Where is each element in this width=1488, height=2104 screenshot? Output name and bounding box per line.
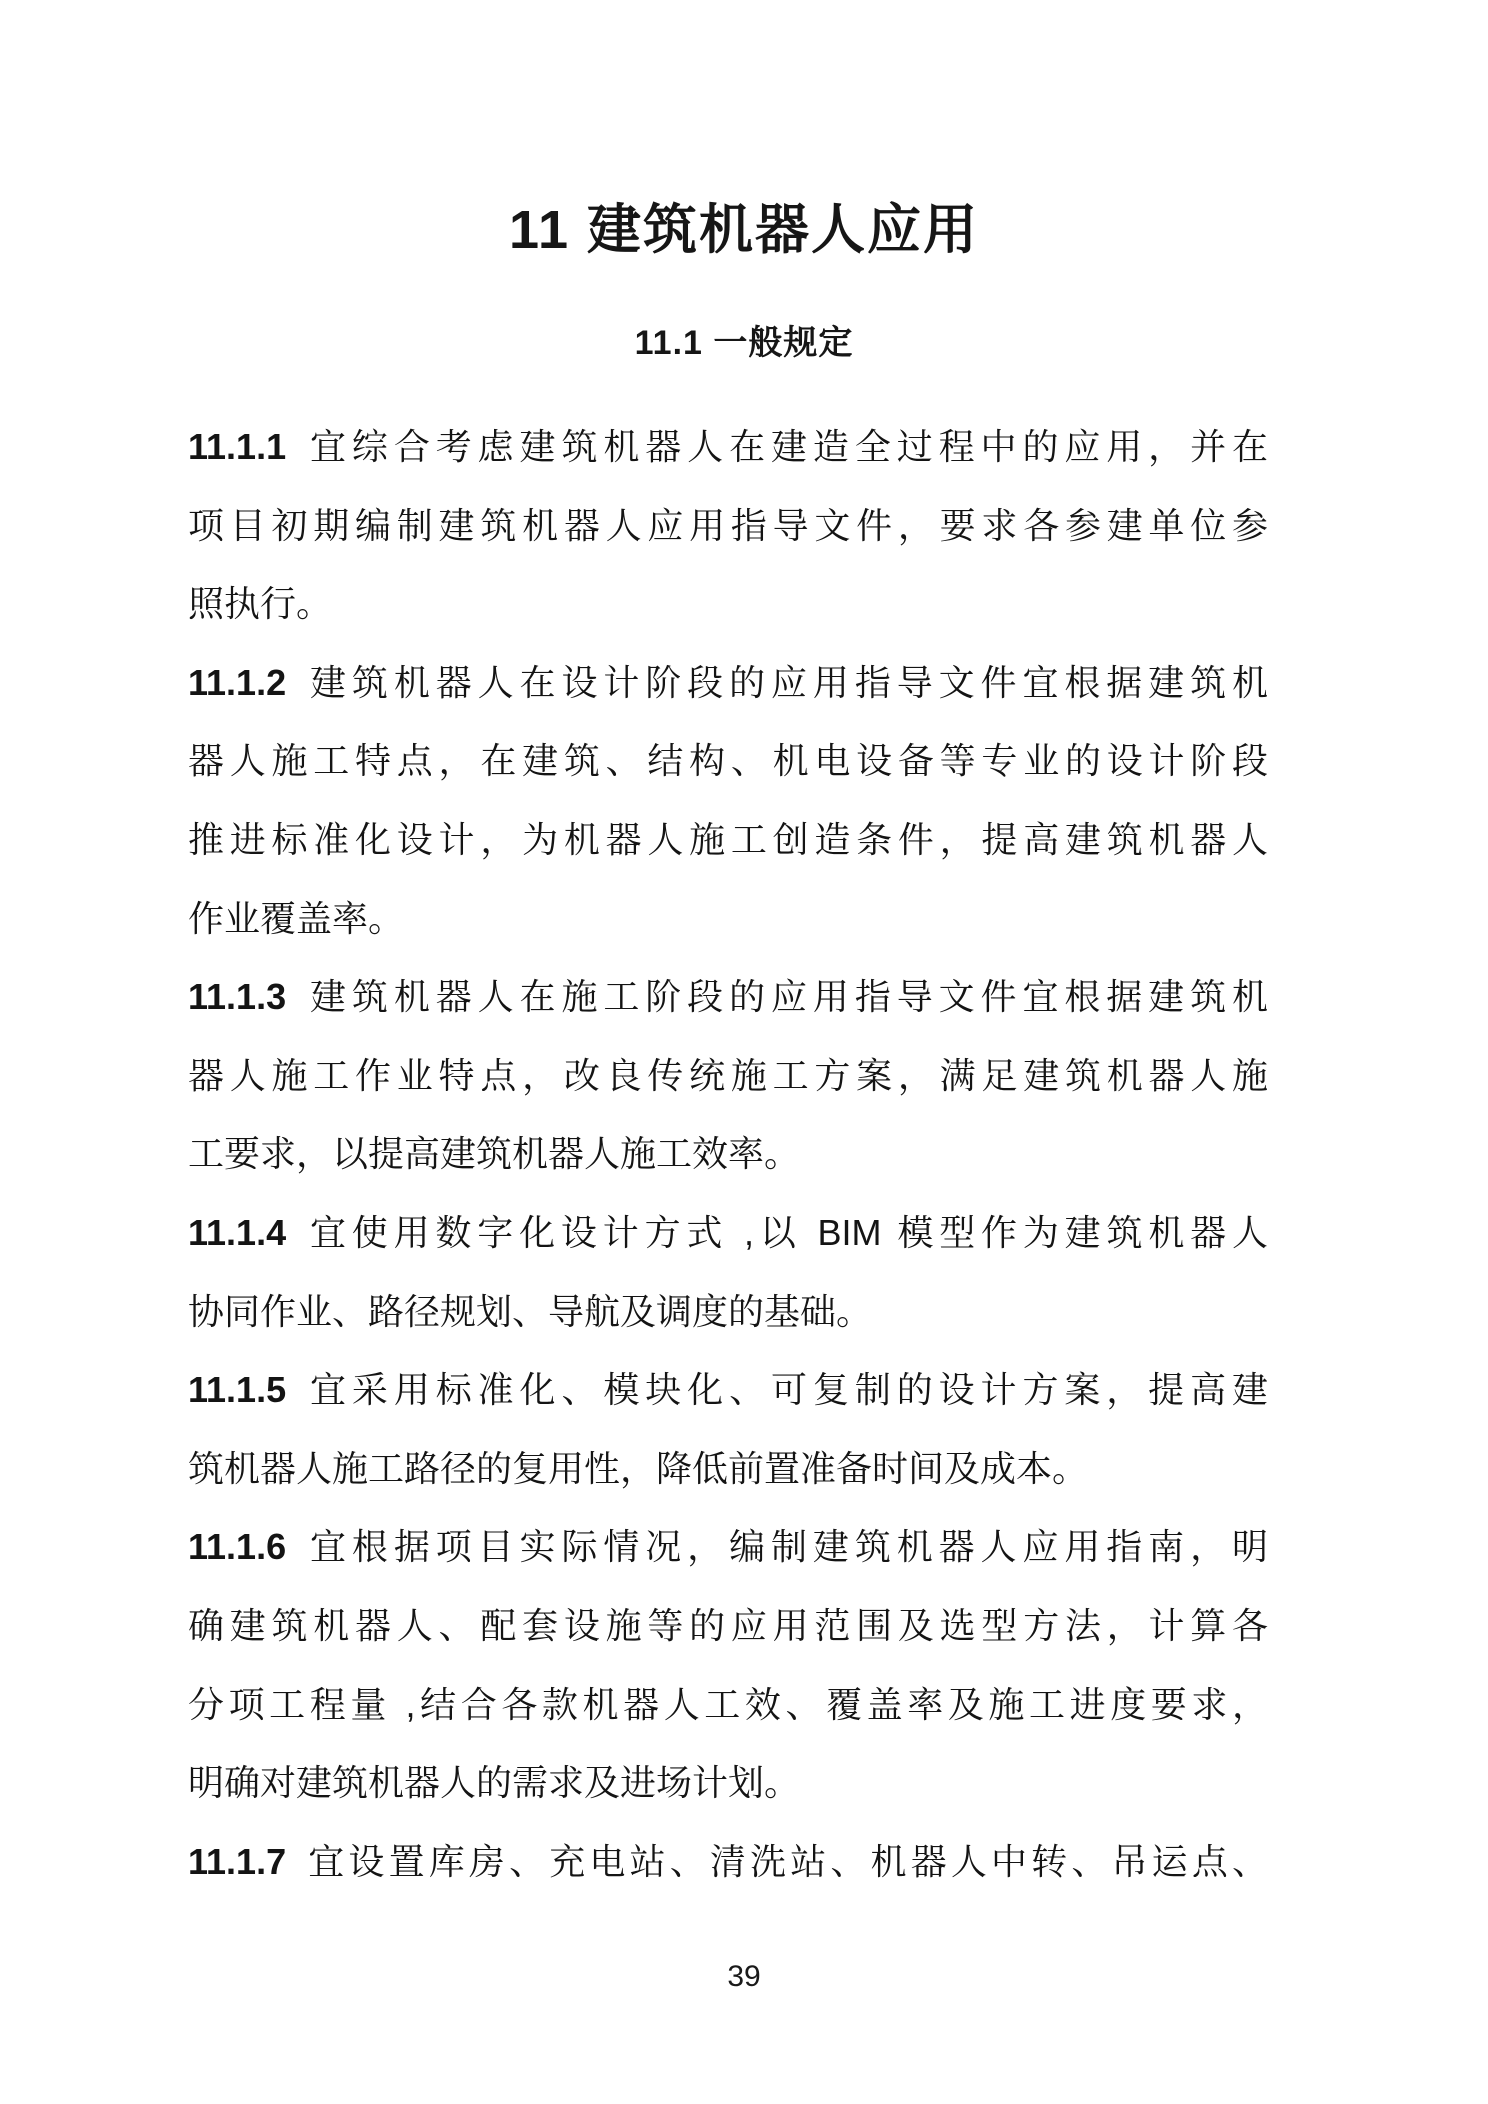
paragraph-number: 11.1.3 — [188, 976, 287, 1018]
paragraph-line — [188, 1351, 1268, 1430]
paragraph-line: 照执行。 — [188, 583, 333, 625]
paragraph-line: 项目初期编制建筑机器人应用指导文件，要求各参建单位参 — [188, 504, 1268, 546]
paragraph-line-text: 宜根据项目实际情况，编制建筑机器人应用指南，明 — [304, 1526, 1268, 1568]
paragraph-line — [188, 1194, 1268, 1273]
paragraph-11-1-4 — [188, 1194, 1268, 1351]
paragraph-line — [188, 1823, 1268, 1902]
paragraph-number: 11.1.7 — [188, 1840, 287, 1882]
paragraph-line: 作业覆盖率。 — [188, 897, 405, 939]
paragraph-line-text: 宜使用数字化设计方式 ,以 BIM 模型作为建筑机器人 — [304, 1211, 1268, 1253]
paragraph-number: 11.1.4 — [188, 1211, 287, 1253]
paragraph-line — [188, 958, 1268, 1037]
chapter-title: 11 建筑机器人应用 — [508, 200, 980, 260]
paragraph-line-text: 宜设置库房、充电站、清洗站、机器人中转、吊运点、 — [304, 1840, 1268, 1882]
paragraph-line-text: 宜综合考虑建筑机器人在建造全过程中的应用，并在 — [304, 426, 1268, 467]
paragraph-number: 11.1.2 — [188, 661, 287, 703]
paragraph-line: 器人施工特点，在建筑、结构、机电设备等专业的设计阶段 — [188, 740, 1268, 782]
paragraph-11-1-7 — [188, 1823, 1268, 1902]
paragraph-11-1-3 — [188, 958, 1268, 1194]
paragraph-number: 11.1.1 — [188, 426, 287, 467]
paragraph-line — [188, 644, 1268, 723]
paragraph-line-text: 建筑机器人在施工阶段的应用指导文件宜根据建筑机 — [304, 976, 1268, 1018]
paragraph-11-1-1 — [188, 408, 1268, 644]
paragraph-number: 11.1.5 — [188, 1369, 287, 1411]
paragraph-line: 筑机器人施工路径的复用性，降低前置准备时间及成本。 — [188, 1447, 1089, 1489]
paragraph-line — [188, 1508, 1268, 1587]
paragraph-11-1-2 — [188, 644, 1268, 958]
paragraph-line: 器人施工作业特点，改良传统施工方案，满足建筑机器人施 — [188, 1054, 1268, 1096]
page-number: 39 — [727, 1960, 761, 1994]
paragraph-line: 确建筑机器人、配套设施等的应用范围及选型方法，计算各 — [188, 1604, 1268, 1646]
paragraph-line: 明确对建筑机器人的需求及进场计划。 — [188, 1762, 801, 1804]
section-subtitle: 11.1 一般规定 — [634, 324, 854, 362]
paragraph-line-text: 建筑机器人在设计阶段的应用指导文件宜根据建筑机 — [304, 661, 1268, 703]
paragraph-line: 分项工程量 ,结合各款机器人工效、覆盖率及施工进度要求， — [188, 1683, 1268, 1725]
body-text — [188, 408, 1268, 1901]
paragraph-line: 推进标准化设计，为机器人施工创造条件，提高建筑机器人 — [188, 818, 1268, 860]
paragraph-11-1-5 — [188, 1351, 1268, 1508]
paragraph-line: 协同作业、路径规划、导航及调度的基础。 — [188, 1290, 873, 1332]
paragraph-line-text: 宜采用标准化、模块化、可复制的设计方案，提高建 — [304, 1369, 1268, 1411]
paragraph-11-1-6 — [188, 1508, 1268, 1822]
paragraph-line — [188, 408, 1268, 487]
paragraph-number: 11.1.6 — [188, 1526, 287, 1568]
paragraph-line: 工要求，以提高建筑机器人施工效率。 — [188, 1133, 801, 1175]
